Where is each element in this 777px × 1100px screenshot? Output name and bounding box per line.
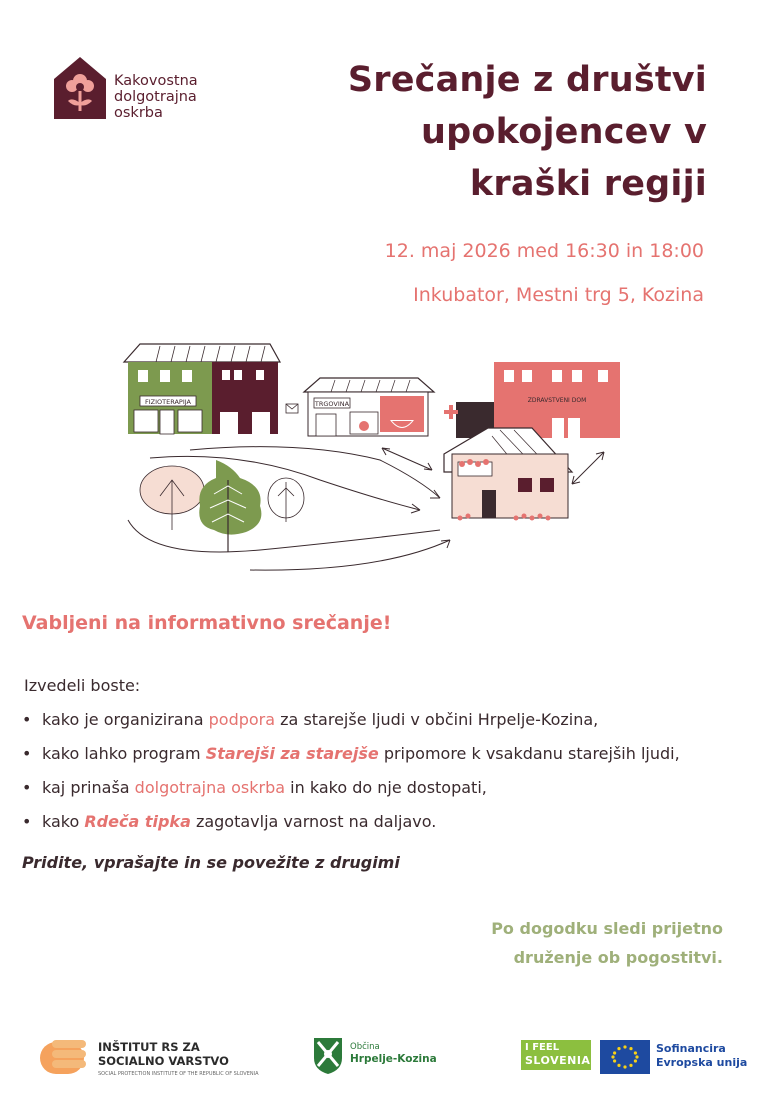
highlight: Starejši za starejše xyxy=(205,744,379,763)
i-feel-slovenia-logo xyxy=(521,1040,591,1070)
physio-sign: FIZIOTERAPIJA xyxy=(144,398,192,406)
call-to-action: Pridite, vprašajte in se povežite z drugimi xyxy=(22,853,400,872)
event-date: 12. maj 2026 med 16:30 in 18:00 xyxy=(384,240,704,262)
logo-text-line: dolgotrajna xyxy=(114,89,197,105)
obcina-logo xyxy=(312,1036,452,1078)
title-line: Srečanje z društvi xyxy=(347,60,707,100)
shop-sign: TRGOVINA xyxy=(314,400,350,408)
ifeel-line2: SLOVENIA xyxy=(525,1054,591,1067)
irssv-line3: SOCIAL PROTECTION INSTITUTE OF THE REPUBLIC OF SLOVENIA xyxy=(98,1071,259,1077)
hands-icon xyxy=(38,1034,90,1080)
highlight: dolgotrajna oskrba xyxy=(134,778,286,797)
ifeel-line1: I FEEL xyxy=(525,1042,560,1053)
irssv-line2: SOCIALNO VARSTVO xyxy=(98,1054,229,1068)
invitation-heading: Vabljeni na informativno srečanje! xyxy=(22,612,392,634)
irssv-logo xyxy=(38,1034,259,1080)
event-place: Inkubator, Mestni trg 5, Kozina xyxy=(413,284,704,306)
intro-text: Izvedeli boste: xyxy=(24,676,141,695)
eu-cofunding-logo xyxy=(600,1040,750,1074)
eu-line2: Evropska unija xyxy=(656,1056,748,1069)
shop-building xyxy=(304,378,434,436)
eu-flag-icon xyxy=(600,1040,650,1074)
health-center-building xyxy=(444,362,620,438)
list-item: • kako je organizirana podpora za starejše ljudi v občini Hrpelje-Kozina, xyxy=(22,708,680,742)
eu-line1: Sofinancira xyxy=(656,1042,726,1055)
note-line: druženje ob pogostitvi. xyxy=(513,948,723,967)
central-house xyxy=(444,428,572,518)
logo-text-line: oskrba xyxy=(114,105,163,121)
logo-text-line: Kakovostna xyxy=(114,73,198,89)
topic-list xyxy=(22,708,680,844)
list-item: • kako Rdeča tipka zagotavlja varnost na daljavo. xyxy=(22,810,680,844)
trees xyxy=(140,460,304,552)
health-sign: ZDRAVSTVENI DOM xyxy=(527,397,587,404)
title-line: upokojencev v xyxy=(421,112,707,152)
list-item: • kaj prinaša dolgotrajna oskrba in kako do nje dostopati, xyxy=(22,776,680,810)
highlight: podpora xyxy=(208,710,276,729)
house-flower-icon xyxy=(52,55,108,121)
after-event-note xyxy=(491,914,723,972)
obcina-line1: Občina xyxy=(350,1042,380,1052)
obcina-line2: Hrpelje-Kozina xyxy=(350,1053,437,1065)
note-line: Po dogodku sledi prijetno xyxy=(491,919,723,938)
logo-kakovostna-dolgotrajna-oskrba xyxy=(52,55,222,121)
page-title xyxy=(287,54,707,210)
title-line: kraški regiji xyxy=(469,164,707,204)
physiotherapy-building xyxy=(124,344,298,434)
highlight: Rdeča tipka xyxy=(84,812,191,831)
irssv-line1: INŠTITUT RS ZA xyxy=(98,1040,200,1054)
village-illustration xyxy=(120,340,640,580)
list-item: • kako lahko program Starejši za starejše pripomore k vsakdanu starejših ljudi, xyxy=(22,742,680,776)
coat-of-arms-icon xyxy=(312,1036,344,1076)
